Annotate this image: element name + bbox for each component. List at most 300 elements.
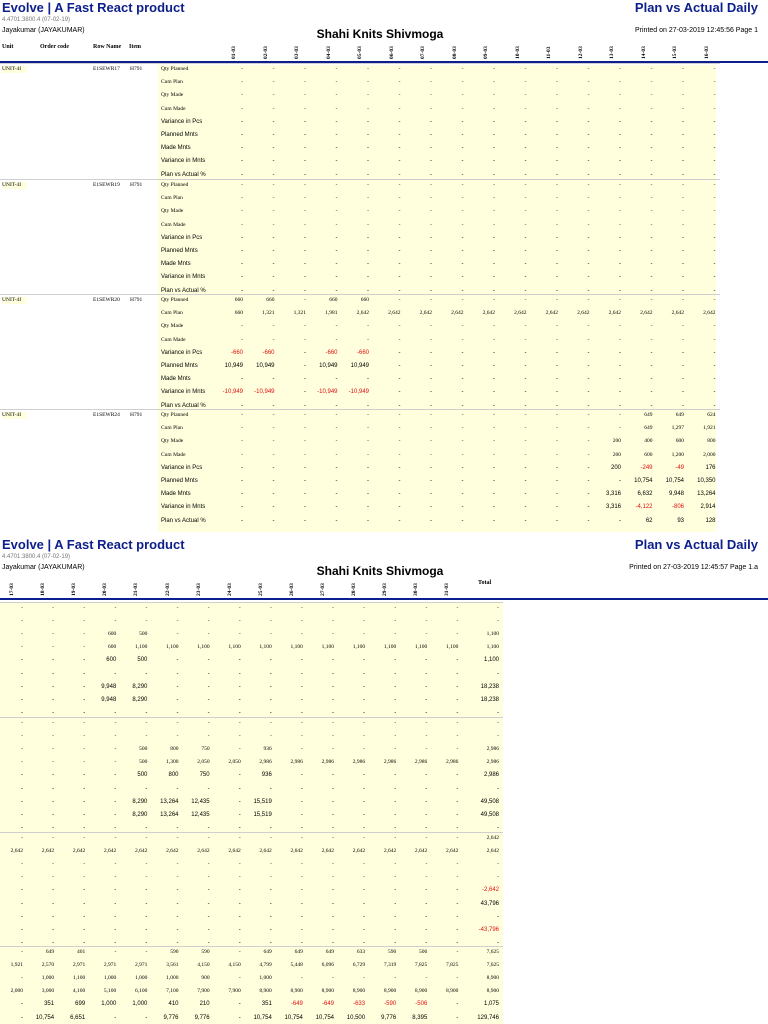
- value-cell: -: [682, 402, 684, 409]
- value-cell: -: [587, 438, 590, 445]
- value-cell: 2,642: [577, 310, 590, 317]
- date-header: 14-03: [640, 46, 647, 59]
- value-cell: -: [556, 323, 558, 330]
- value-cell: -: [398, 171, 401, 178]
- value-cell: -: [300, 939, 303, 946]
- value-cell: -: [332, 631, 334, 638]
- value-cell: -649: [321, 1001, 334, 1008]
- row-name: Cum Made: [161, 336, 186, 343]
- value-cell: 660: [360, 297, 369, 303]
- value-cell: -: [587, 504, 590, 511]
- value-cell: -: [524, 248, 527, 254]
- value-cell: -: [398, 274, 401, 281]
- row-name: Variance in Mnts: [161, 158, 206, 165]
- value-cell: -: [335, 261, 338, 268]
- group-divider: [0, 946, 503, 947]
- value-cell: -: [269, 631, 272, 638]
- value-cell: 12,435: [191, 811, 210, 818]
- value-cell: -249: [640, 464, 653, 471]
- date-header: 16-03: [703, 46, 710, 59]
- value-cell: -: [461, 438, 464, 445]
- value-cell: 1,100: [321, 644, 334, 651]
- value-cell: -: [301, 631, 303, 638]
- value-cell: -: [524, 158, 527, 165]
- value-cell: -: [367, 66, 369, 72]
- value-cell: -: [304, 145, 306, 152]
- value-cell: -: [619, 79, 621, 86]
- value-cell: -: [650, 323, 653, 330]
- value-cell: -: [456, 913, 459, 920]
- value-cell: -: [461, 248, 464, 254]
- value-cell: -: [207, 720, 210, 726]
- value-cell: 1,075: [483, 1001, 499, 1008]
- value-cell: -: [461, 261, 464, 268]
- value-cell: -: [461, 171, 464, 178]
- value-cell: 9,948: [101, 683, 117, 690]
- value-cell: 8,900: [321, 988, 334, 995]
- value-cell: 500: [137, 772, 148, 779]
- value-cell: -: [587, 221, 590, 228]
- value-cell: -: [619, 171, 621, 178]
- value-cell: -: [83, 746, 86, 753]
- value-cell: -: [272, 208, 275, 215]
- value-cell: 800: [707, 438, 716, 445]
- value-cell: -: [430, 79, 432, 86]
- value-cell: -: [556, 504, 558, 511]
- report-page-1a: [0, 537, 768, 1024]
- date-header: 04-03: [325, 46, 332, 59]
- value-cell: 660: [234, 297, 243, 303]
- value-cell: -: [556, 412, 558, 418]
- value-cell: -: [207, 861, 210, 868]
- value-cell: 8,290: [132, 696, 148, 703]
- value-cell: -: [21, 835, 23, 841]
- value-cell: -: [461, 105, 464, 112]
- value-cell: 7,319: [383, 962, 397, 969]
- value-cell: -: [587, 171, 590, 178]
- value-cell: 10,500: [346, 1014, 366, 1021]
- value-cell: -: [363, 746, 366, 753]
- value-cell: -: [587, 132, 590, 138]
- value-cell: -: [304, 425, 306, 432]
- value-cell: -: [207, 913, 210, 920]
- value-cell: -: [300, 772, 303, 779]
- value-cell: -: [21, 874, 23, 881]
- value-cell: -: [272, 182, 275, 188]
- value-cell: -: [52, 811, 55, 818]
- value-cell: 6,632: [637, 491, 653, 498]
- value-cell: -: [398, 234, 401, 241]
- value-cell: -: [682, 118, 684, 125]
- value-cell: -: [176, 861, 179, 868]
- value-cell: 3,561: [166, 962, 179, 969]
- value-cell: -: [650, 402, 653, 409]
- value-cell: -: [241, 79, 243, 86]
- value-cell: 8,290: [132, 811, 148, 818]
- date-header: 15-03: [672, 46, 678, 59]
- value-cell: -: [238, 949, 241, 955]
- value-cell: -: [272, 517, 275, 524]
- value-cell: 8,395: [412, 1014, 428, 1021]
- value-cell: -: [176, 926, 179, 933]
- date-header: 30-03: [413, 583, 420, 596]
- value-cell: -: [524, 221, 527, 228]
- value-cell: -: [367, 438, 369, 445]
- value-cell: -: [556, 66, 558, 72]
- value-cell: 2,642: [72, 848, 86, 855]
- value-cell: 936: [263, 746, 272, 753]
- value-cell: 15,519: [253, 811, 272, 818]
- value-cell: -: [238, 926, 241, 933]
- value-cell: 49,508: [480, 798, 499, 805]
- value-cell: -: [238, 887, 241, 894]
- value-cell: -: [587, 478, 590, 484]
- value-cell: -: [394, 900, 397, 907]
- value-cell: -: [145, 835, 148, 841]
- value-cell: 1,321: [262, 310, 275, 317]
- value-cell: -: [241, 412, 243, 418]
- value-cell: 633: [356, 949, 366, 955]
- printed-timestamp: Printed on 27-03-2019 12:45:56 Page 1: [635, 27, 758, 34]
- value-cell: -: [456, 1014, 459, 1021]
- value-cell: -: [556, 118, 558, 125]
- value-cell: -: [430, 132, 432, 138]
- value-cell: -: [300, 887, 303, 894]
- value-cell: -: [52, 720, 55, 726]
- value-cell: -: [332, 605, 334, 611]
- value-cell: -: [556, 261, 558, 268]
- value-cell: 600: [675, 438, 684, 445]
- value-cell: 18,238: [480, 683, 499, 690]
- value-cell: -: [367, 402, 369, 409]
- value-cell: 200: [612, 438, 621, 445]
- col-header-order: Order code: [40, 44, 70, 50]
- value-cell: -: [497, 824, 499, 831]
- date-header: 24-03: [226, 583, 233, 596]
- value-cell: -: [145, 874, 148, 881]
- value-cell: -: [425, 696, 428, 703]
- value-cell: -: [456, 835, 459, 841]
- value-cell: -: [272, 132, 275, 138]
- value-cell: -: [493, 221, 495, 228]
- value-cell: -: [363, 887, 366, 894]
- value-cell: -: [83, 683, 86, 690]
- value-cell: 2,986: [383, 759, 397, 766]
- value-cell: -: [430, 425, 432, 432]
- value-cell: -806: [671, 504, 684, 511]
- value-cell: -: [21, 733, 23, 740]
- value-cell: -: [145, 939, 148, 946]
- value-cell: -: [650, 208, 653, 215]
- value-cell: -: [650, 287, 653, 294]
- group-divider: [0, 179, 720, 180]
- value-cell: -: [556, 376, 558, 383]
- value-cell: -: [394, 835, 397, 841]
- value-cell: 12,435: [191, 798, 210, 805]
- value-cell: -: [21, 900, 23, 907]
- value-cell: -: [398, 363, 401, 369]
- value-cell: -: [21, 861, 23, 868]
- value-cell: -: [430, 517, 432, 524]
- value-cell: -: [272, 323, 275, 330]
- value-cell: -: [238, 657, 241, 664]
- value-cell: -: [145, 605, 148, 611]
- value-cell: 936: [261, 772, 272, 779]
- value-cell: 5,448: [290, 962, 303, 969]
- value-cell: -: [456, 709, 459, 716]
- value-cell: -: [587, 261, 590, 268]
- date-header: 13-03: [609, 46, 615, 59]
- value-cell: -: [176, 824, 179, 831]
- row-name: Cum Made: [161, 451, 186, 458]
- value-cell: -: [304, 132, 306, 138]
- value-cell: -: [114, 939, 117, 946]
- value-cell: -: [713, 92, 716, 99]
- value-cell: -: [335, 182, 338, 188]
- value-cell: -: [587, 491, 590, 498]
- value-cell: -: [114, 733, 117, 740]
- value-cell: -: [425, 618, 428, 625]
- value-cell: -: [367, 491, 369, 498]
- value-cell: -: [272, 464, 275, 471]
- value-cell: -: [587, 66, 590, 72]
- value-cell: 2,986: [352, 759, 366, 766]
- value-cell: -: [524, 171, 527, 178]
- value-cell: -: [493, 349, 495, 356]
- value-cell: -: [367, 118, 369, 125]
- value-cell: -: [300, 709, 303, 716]
- value-cell: -: [682, 323, 684, 330]
- value-cell: -: [241, 287, 243, 294]
- value-cell: -: [367, 274, 369, 281]
- value-cell: -: [398, 182, 401, 188]
- value-cell: -: [394, 861, 397, 868]
- value-cell: -: [114, 913, 117, 920]
- value-cell: -: [430, 182, 432, 188]
- value-cell: -: [394, 811, 397, 818]
- value-cell: -: [556, 182, 558, 188]
- value-cell: 2,642: [197, 848, 210, 855]
- value-cell: -: [461, 349, 464, 356]
- value-cell: -: [430, 323, 432, 330]
- value-cell: -: [456, 683, 459, 690]
- value-cell: -: [713, 363, 716, 369]
- value-cell: -: [713, 287, 716, 294]
- value-cell: -: [83, 733, 86, 740]
- value-cell: -: [556, 425, 558, 432]
- value-cell: -: [461, 118, 464, 125]
- value-cell: -: [461, 402, 464, 409]
- value-cell: -: [650, 389, 653, 396]
- value-cell: -: [304, 171, 306, 178]
- value-cell: -: [272, 79, 275, 86]
- value-cell: -: [241, 376, 243, 383]
- value-cell: 2,642: [545, 310, 558, 317]
- value-cell: -: [52, 657, 55, 664]
- value-cell: -: [456, 887, 459, 894]
- row-name: Qty Planned: [161, 66, 189, 72]
- value-cell: -: [304, 118, 306, 125]
- value-cell: -: [272, 158, 275, 165]
- value-cell: 5,100: [103, 988, 117, 995]
- value-cell: 624: [707, 412, 716, 418]
- value-cell: -: [713, 376, 716, 383]
- value-cell: -: [83, 861, 86, 868]
- value-cell: -: [363, 926, 366, 933]
- value-cell: -: [556, 158, 558, 165]
- company-name: Shahi Knits Shivmoga: [316, 564, 444, 578]
- value-cell: -: [682, 171, 684, 178]
- value-cell: 1,000: [41, 975, 55, 982]
- value-cell: 8,900: [383, 988, 397, 995]
- value-cell: -: [587, 118, 590, 125]
- value-cell: -: [367, 336, 369, 343]
- order-cell: E1SEWR24: [93, 412, 120, 418]
- value-cell: -: [493, 478, 495, 484]
- value-cell: -: [398, 336, 401, 343]
- value-cell: -: [556, 336, 558, 343]
- value-cell: -: [176, 900, 179, 907]
- value-cell: -: [114, 618, 117, 625]
- value-cell: -: [524, 478, 527, 484]
- value-cell: 10,949: [256, 363, 275, 369]
- value-cell: -: [394, 785, 397, 792]
- value-cell: -: [272, 171, 275, 178]
- value-cell: -: [394, 913, 397, 920]
- value-cell: -: [114, 709, 117, 716]
- value-cell: -: [238, 772, 241, 779]
- value-cell: -: [456, 657, 459, 664]
- value-cell: -: [272, 451, 275, 458]
- value-cell: -: [493, 261, 495, 268]
- value-cell: 10,350: [697, 478, 716, 484]
- value-cell: -: [493, 517, 495, 524]
- value-cell: -: [335, 323, 338, 330]
- value-cell: -: [335, 287, 338, 294]
- value-cell: -: [461, 412, 464, 418]
- value-cell: -: [363, 811, 366, 818]
- value-cell: -: [335, 208, 338, 215]
- value-cell: -: [114, 759, 117, 766]
- value-cell: -: [367, 464, 369, 471]
- value-cell: -: [682, 158, 684, 165]
- value-cell: -: [304, 208, 306, 215]
- value-cell: -: [363, 861, 366, 868]
- value-cell: -: [335, 145, 338, 152]
- value-cell: -: [52, 798, 55, 805]
- value-cell: 1,921: [703, 425, 716, 432]
- row-name: Made Mnts: [161, 491, 191, 498]
- value-cell: -: [207, 900, 210, 907]
- row-name: Cum Plan: [161, 425, 183, 432]
- value-cell: 8,900: [414, 988, 428, 995]
- value-cell: -: [207, 874, 210, 881]
- value-cell: -: [332, 798, 334, 805]
- value-cell: 2,642: [103, 848, 117, 855]
- value-cell: -: [145, 720, 148, 726]
- value-cell: -: [497, 709, 499, 716]
- value-cell: -: [398, 132, 401, 138]
- value-cell: 10,949: [350, 363, 369, 369]
- value-cell: -: [556, 274, 558, 281]
- value-cell: -: [556, 195, 558, 202]
- value-cell: -: [238, 835, 241, 841]
- value-cell: 2,000: [703, 451, 716, 458]
- value-cell: -: [241, 208, 243, 215]
- value-cell: -: [304, 376, 306, 383]
- value-cell: -: [21, 811, 23, 818]
- value-cell: 2,642: [383, 848, 397, 855]
- value-cell: -: [21, 631, 23, 638]
- value-cell: -: [682, 182, 684, 188]
- value-cell: -: [176, 874, 179, 881]
- value-cell: -: [21, 772, 23, 779]
- value-cell: -: [461, 376, 464, 383]
- value-cell: -: [207, 683, 210, 690]
- value-cell: -: [650, 297, 653, 303]
- value-cell: -: [394, 746, 397, 753]
- value-cell: -: [367, 221, 369, 228]
- value-cell: -: [207, 824, 210, 831]
- value-cell: -10,949: [348, 389, 369, 396]
- value-cell: -: [83, 631, 86, 638]
- value-cell: -: [650, 171, 653, 178]
- value-cell: -: [587, 425, 590, 432]
- value-cell: -: [398, 376, 401, 383]
- value-cell: -: [556, 517, 558, 524]
- value-cell: -: [52, 644, 55, 651]
- value-cell: -: [21, 1014, 23, 1021]
- value-cell: -: [619, 349, 621, 356]
- value-cell: -: [269, 926, 272, 933]
- value-cell: -: [524, 105, 527, 112]
- value-cell: 3,000: [41, 988, 55, 995]
- date-header: 26-03: [288, 583, 295, 596]
- value-cell: -: [398, 66, 401, 72]
- value-cell: -: [238, 1014, 241, 1021]
- value-cell: -: [619, 105, 621, 112]
- value-cell: -: [556, 349, 558, 356]
- date-header: 03-03: [294, 46, 300, 59]
- value-cell: -: [682, 145, 684, 152]
- row-name: Qty Planned: [161, 297, 189, 303]
- report-title: Plan vs Actual Daily: [634, 537, 758, 552]
- value-cell: -: [335, 118, 338, 125]
- value-cell: 2,642: [166, 848, 179, 855]
- value-cell: 2,642: [41, 848, 55, 855]
- value-cell: 2,642: [608, 310, 621, 317]
- value-cell: 10,949: [319, 363, 338, 369]
- value-cell: -: [83, 824, 86, 831]
- value-cell: 10,754: [284, 1014, 303, 1021]
- value-cell: -: [52, 874, 55, 881]
- value-cell: -: [83, 835, 86, 841]
- value-cell: -: [493, 145, 495, 152]
- value-cell: -: [425, 746, 428, 753]
- value-cell: -: [430, 402, 432, 409]
- value-cell: -: [304, 464, 306, 471]
- value-cell: -: [587, 376, 590, 383]
- value-cell: -: [682, 79, 684, 86]
- date-header: 27-03: [320, 583, 326, 596]
- value-cell: -: [335, 504, 338, 511]
- value-cell: -: [21, 670, 23, 677]
- value-cell: -: [713, 145, 716, 152]
- value-cell: -: [367, 208, 369, 215]
- value-cell: -: [430, 376, 432, 383]
- value-cell: -: [207, 733, 210, 740]
- value-cell: -: [456, 939, 459, 946]
